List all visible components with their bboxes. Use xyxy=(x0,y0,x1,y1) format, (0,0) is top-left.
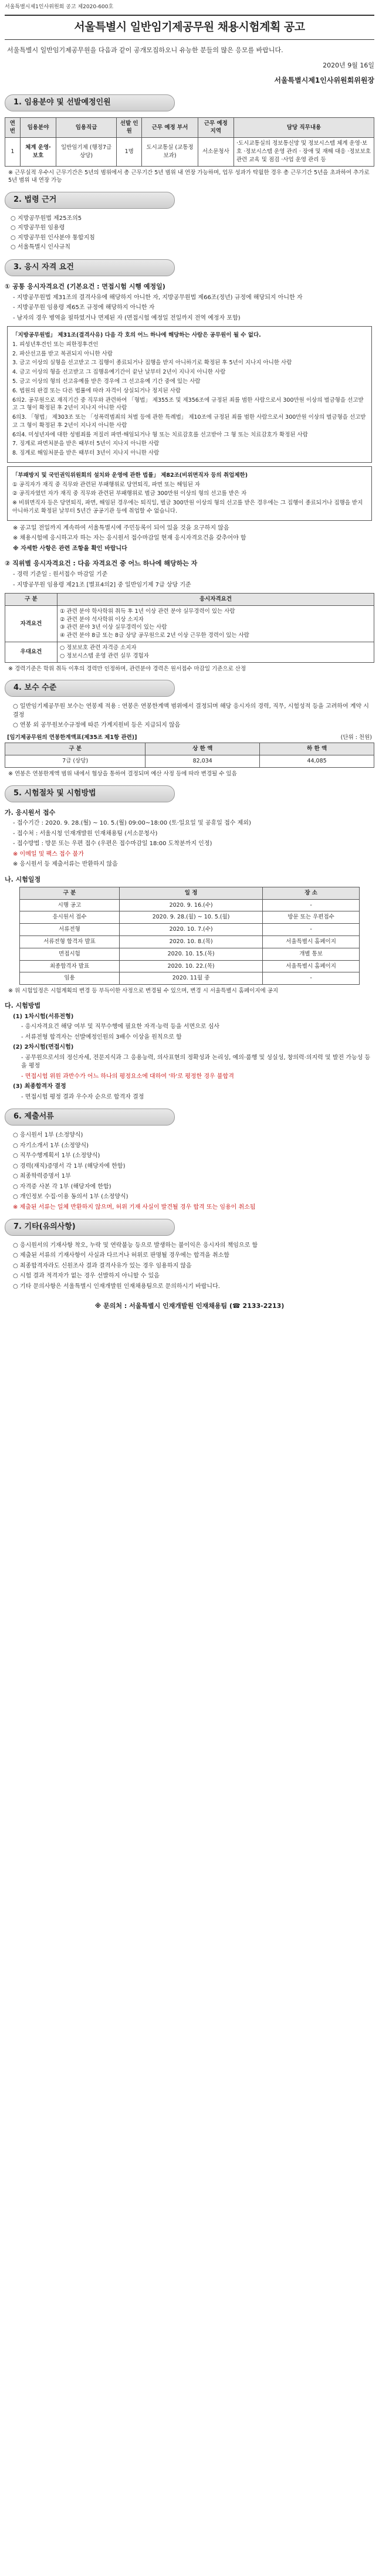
list-item: 5. 금고 이상의 형의 선고유예를 받은 경우에 그 선고유예 기간 중에 있는 사람 xyxy=(12,378,201,385)
list-item: ○ 서울특별시 인사규칙 xyxy=(11,244,71,251)
list-item: ○ 최종합격자라도 신원조사 결과 결격사유가 있는 경우 임용하지 않음 xyxy=(13,1262,192,1269)
cell-dept: 도시교통실 (교통정보과) xyxy=(142,138,198,166)
col-dept: 근무 예정 부서 xyxy=(142,117,198,138)
table-row xyxy=(20,936,360,948)
list-item: - 남자의 경우 병역을 필하였거나 면제된 자 (면접시험 예정일 전일까지 전역 예정자 포함) xyxy=(13,314,241,321)
cell-date: 2020. 9. 28.(월) ~ 10. 5.(월) xyxy=(119,911,263,924)
cell-lower: 44,085 xyxy=(260,755,374,768)
list-item: ※ 채용시험에 응시하고자 하는 자는 응시원서 접수마감일 현재 응시자격요건을 갖추어야 함 xyxy=(13,535,246,542)
list-item: ○ 응시원서 1부 (소정양식) xyxy=(13,1132,83,1139)
section-6-heading: 6. 제출서류 xyxy=(5,1109,175,1126)
list-item: - 면접시험 위원 과반수가 어느 하나의 평정요소에 대하여 '하'로 평정한 경우 불합격 xyxy=(21,1073,234,1080)
salary-table-unit: (단위 : 천원) xyxy=(340,734,372,741)
cell-grade: 일반임기제 (행정7급 상당) xyxy=(56,138,117,166)
page-title: 서울특별시 일반임기제공무원 채용시험계획 공고 xyxy=(5,15,374,40)
list-item: 6의4. 미성년자에 대한 성범죄를 저질러 파면·해임되거나 형 또는 치료감호를 선고받아 그 형 또는 치료감호가 확정된 사람 xyxy=(12,431,308,438)
col-field: 임용분야 xyxy=(20,117,56,138)
list-item: 3. 금고 이상의 실형을 선고받고 그 집행이 종료되거나 집행을 받지 아니하기로 확정된 후 5년이 지나지 아니한 사람 xyxy=(12,360,292,367)
cell-step: 서류전형 xyxy=(20,924,120,936)
cell-label: 우대요건 xyxy=(5,642,57,663)
cell-date: 2020. 9. 16.(수) xyxy=(119,899,263,911)
salary-table xyxy=(5,743,374,768)
list-item: 6. 법원의 판결 또는 다른 법률에 따라 자격이 상실되거나 정지된 사람 xyxy=(12,387,181,394)
cell-label: 자격요건 xyxy=(5,605,57,642)
table-row xyxy=(5,605,374,642)
list-item: ○ 시험 결과 적격자가 없는 경우 선발하지 아니할 수 있음 xyxy=(13,1273,160,1280)
box-text: ※ 비위면직자 등은 당연퇴직, 파면, 해임된 경우에는 퇴직일, 벌금 300만원 이상의 형의 선고를 받은 경우에는 그 집행이 종료되거나 집행을 받지 아니하기로 확정된 날부터 5년간 공공기관 등에 취업할 수 없습니다. xyxy=(12,500,363,514)
list-item: 6의3. 「형법」 제303조 또는 「성폭력범죄의 처벌 등에 관한 특례법」 제10조에 규정된 죄를 범한 사람으로서 300만원 이상의 벌금형을 선고받고 그 형이 확정된 후 2년이 지나지 아니한 사람 xyxy=(12,414,366,429)
cell-place: 방문 또는 우편접수 xyxy=(263,911,359,924)
cell-date: 2020. 10. 7.(수) xyxy=(119,924,263,936)
position-note: ※ 근무실적 우수시 근무기간은 5년의 범위에서 총 근무기간 5년 범위 내 연장 가능하며, 업무 성과가 탁월한 경우 총 근무기간 5년을 초과하여 추가로 5년 범위 내 연장 가능 xyxy=(8,169,370,184)
s3-sub1: ① 공통 응시자격요건 (기본요건 : 면접시험 시행 예정일) xyxy=(5,282,165,290)
intro-text: 서울특별시 일반임기제공무원을 다음과 같이 공개모집하오니 유능한 분들의 많은 응모를 바랍니다. xyxy=(7,46,283,54)
cell-step: 면접시험 xyxy=(20,948,120,960)
s3-sub2-note: - 경력 기준일 : 원서접수 마감일 기준 xyxy=(13,571,108,578)
s6-note: ※ 제출된 서류는 일체 반환하지 않으며, 허위 기재 사실이 발견될 경우 합격 또는 임용이 취소됨 xyxy=(13,1204,256,1211)
s5-sub3: 다. 시험방법 xyxy=(5,1001,41,1009)
col-category: 구 분 xyxy=(5,743,145,755)
s3-note: ※ 자세한 사항은 관련 조항을 확인 바랍니다 xyxy=(13,545,127,552)
list-item: ○ 경력(재직)증명서 각 1부 (해당자에 한함) xyxy=(13,1162,126,1170)
cell-text: ① 관련 분야 학사학위 취득 후 1년 이상 관련 분야 실무경력이 있는 사람 ② 관련 분야 석사학위 이상 소지자 ③ 관련 분야 3년 이상 실무경력이 있는 사람 ④ 관련 분야 8급 또는 8급 상당 공무원으로 2년 이상 근무한 경력이 있는 사람 xyxy=(57,605,374,642)
list-item: ○ 지방공무원법 제25조의5 xyxy=(11,215,82,222)
list-item: 8. 징계로 해임처분을 받은 때부터 3년이 지나지 아니한 사람 xyxy=(12,450,160,457)
cell-date: 2020. 10. 15.(목) xyxy=(119,948,263,960)
col-category: 구 분 xyxy=(5,594,57,606)
s5-sub1: 가. 응시원서 접수 xyxy=(5,808,56,816)
table-row xyxy=(5,755,374,768)
anti-corruption-box xyxy=(7,466,372,521)
cell-region: 서소문청사 xyxy=(198,138,234,166)
list-item: ○ 개인정보 수집·이용 동의서 1부 (소정양식) xyxy=(13,1194,128,1201)
list-item: 7. 징계로 파면처분을 받은 때부터 5년이 지나지 아니한 사람 xyxy=(12,440,160,448)
table-row xyxy=(20,899,360,911)
final-title: (3) 최종합격자 결정 xyxy=(13,1083,66,1090)
list-item: 6의2. 공무원으로 재직기간 중 직무와 관련하여 「형법」 제355조 및 제356조에 규정된 죄를 범한 사람으로서 300만원 이상의 벌금형을 선고받고 그 형이 확정된 후 2년이 지나지 아니한 사람 xyxy=(12,396,364,412)
col-region: 근무 예정 지역 xyxy=(198,117,234,138)
disqualification-box xyxy=(7,326,372,463)
col-upper: 상 한 액 xyxy=(145,743,260,755)
list-item: - 접수방법 : 방문 또는 우편 접수 (우편은 접수마감일 18:00 도착분까지 인정) xyxy=(13,840,212,848)
list-item: 1. 피성년후견인 또는 피한정후견인 xyxy=(12,341,99,348)
cell-place: - xyxy=(263,899,359,911)
list-item: ○ 자기소개서 1부 (소정양식) xyxy=(13,1142,89,1149)
salary-note: ※ 연봉은 연봉한계액 범위 내에서 협상을 통하여 결정되며 예산 사정 등에 따라 변경될 수 있음 xyxy=(8,770,237,777)
cell-date: 2020. 11월 중 xyxy=(119,972,263,985)
table-row xyxy=(20,924,360,936)
table-row xyxy=(5,138,374,166)
list-item: ② 공직자였던 자가 재직 중 직무와 관련된 부패행위로 벌금 300만원 이상의 형의 선고를 받은 자 xyxy=(12,490,247,497)
col-no: 연번 xyxy=(5,117,21,138)
section-5-heading: 5. 시험절차 및 시험방법 xyxy=(5,785,175,802)
section-3-heading: 3. 응시 자격 요건 xyxy=(5,259,175,276)
salary-table-caption: [임기제공무원의 연봉한계액표(제35조 제1항 관련)] xyxy=(7,734,137,741)
cell-count: 1명 xyxy=(116,138,142,166)
col-grade: 임용직급 xyxy=(56,117,117,138)
list-item: 4. 금고 이상의 형을 선고받고 그 집행유예기간이 끝난 날부터 2년이 지나지 아니한 사람 xyxy=(12,369,226,376)
schedule-table xyxy=(19,887,360,985)
list-item: - 지방공무원법 제31조의 결격사유에 해당하지 아니한 자, 지방공무원법 제66조(정년) 규정에 해당되지 아니한 자 xyxy=(13,294,303,301)
method2-title: (2) 2차시험(면접시험) xyxy=(13,1044,74,1051)
method1-title: (1) 1차시험(서류전형) xyxy=(13,1013,74,1020)
position-table xyxy=(5,117,374,167)
box-title: 「부패방지 및 국민권익위원회의 설치와 운영에 관한 법률」 제82조(비위면직자 등의 취업제한) xyxy=(12,472,248,479)
list-item: 2. 파산선고를 받고 복권되지 아니한 사람 xyxy=(12,350,113,357)
section-7-heading: 7. 기타(유의사항) xyxy=(5,1219,175,1236)
list-item: - 지방공무원 임용령 제65조 규정에 해당하지 아니한 자 xyxy=(13,304,155,311)
table-row xyxy=(20,948,360,960)
list-item: ※ 응시원서 등 제출서류는 반환하지 않음 xyxy=(13,861,118,868)
cell-field: 체계 운영·보호 xyxy=(20,138,56,166)
table-row xyxy=(20,911,360,924)
issuer: 서울특별시제1인사위원회위원장 xyxy=(274,76,374,85)
cell-place: - xyxy=(263,972,359,985)
col-place: 장 소 xyxy=(263,887,359,899)
section-2-heading: 2. 법령 근거 xyxy=(5,192,175,209)
list-item: - 접수처 : 서울시청 인재개발원 인재채용팀 (서소문청사) xyxy=(13,830,158,837)
cell-step: 최종합격자 발표 xyxy=(20,960,120,972)
col-date: 일 정 xyxy=(119,887,263,899)
list-item: ○ 응시원서의 기재사항 착오, 누락 및 연락불능 등으로 발생하는 불이익은 응시자의 책임으로 함 xyxy=(13,1242,258,1249)
schedule-note: ※ 위 시험일정은 시험계획의 변경 등 부득이한 사정으로 변경될 수 있으며, 변경 시 서울특별시 홈페이지에 공지 xyxy=(8,988,279,995)
cell-place: - xyxy=(263,924,359,936)
announcement-date: 2020년 9월 16일 xyxy=(323,61,374,69)
document-number: 서울특별시제1인사위원회 공고 제2020-600호 xyxy=(5,4,114,10)
list-item: ○ 직무수행계획서 1부 (소정양식) xyxy=(13,1153,100,1160)
cell-date: 2020. 10. 22.(목) xyxy=(119,960,263,972)
contact-info: ※ 문의처 : 서울특별시 인재개발원 인재채용팀 (☎ 2133-2213) xyxy=(94,1302,285,1310)
table-row xyxy=(5,642,374,663)
final-text: - 면접시험 평정 결과 우수자 순으로 합격자 결정 xyxy=(21,1093,144,1100)
cell-step: 임용 xyxy=(20,972,120,985)
col-count: 선발 인원 xyxy=(116,117,142,138)
list-item: ○ 연봉 외 공무원보수규정에 따른 가계지원비 등은 지급되지 않음 xyxy=(13,722,181,729)
cell-duties: ·도시교통실의 정보통신망 및 정보시스템 체계 운영·보호 ·정보시스템 운영 관리 · 장애 및 재해 대응 ·정보보호 관련 교육 및 점검 ·사업 운영 관리 등 xyxy=(234,138,374,166)
cell-place: 서울특별시 홈페이지 xyxy=(263,936,359,948)
list-item: - 접수기간 : 2020. 9. 28.(월) ~ 10. 5.(월) 09:00~18:00 (토·일요일 및 공휴일 접수 제외) xyxy=(13,820,251,827)
law-list xyxy=(5,215,374,252)
list-item: ○ 자격증 사본 각 1부 (해당자에 한함) xyxy=(13,1183,111,1190)
cell-upper: 82,034 xyxy=(145,755,260,768)
section-4-heading: 4. 보수 수준 xyxy=(5,680,175,697)
s3-sub2: ② 직위별 응시자격요건 : 다음 자격요건 중 어느 하나에 해당하는 자 xyxy=(5,560,198,568)
cell-step: 시행 공고 xyxy=(20,899,120,911)
section-1-heading: 1. 임용분야 및 선발예정인원 xyxy=(5,94,175,111)
list-item: ○ 일반임기제공무원 보수는 연봉제 적용 : 연봉은 연봉한계액 범위에서 결정되며 해당 응시자의 경력, 직무, 시험성적 등을 고려하여 계약 시 결정 xyxy=(13,703,369,718)
list-item: ※ 이메일 및 팩스 접수 불가 xyxy=(13,850,84,857)
col-requirement: 응시자격요건 xyxy=(57,594,374,606)
list-item: ○ 지방공무원 인사분야 통합지침 xyxy=(11,234,95,241)
cell-grade: 7급 (상당) xyxy=(5,755,145,768)
list-item: - 서류전형 합격자는 선발예정인원의 3배수 이상을 원칙으로 함 xyxy=(21,1033,182,1040)
s5-sub2: 나. 시험일정 xyxy=(5,875,41,883)
list-item: - 공무원으로서의 정신자세, 전문지식과 그 응용능력, 의사표현의 정확성과 논리성, 예의·품행 및 성실성, 창의력·의지력 및 발전 가능성 등을 평정 xyxy=(21,1054,371,1070)
s3-sub2-note2: - 지방공무원 임용령 제21조 [별표4의2] 중 일반임기제 7급 상당 기준 xyxy=(13,581,191,588)
list-item: ○ 최종학력증명서 1부 xyxy=(13,1173,71,1180)
col-lower: 하 한 액 xyxy=(260,743,374,755)
cell-place: 서울특별시 홈페이지 xyxy=(263,960,359,972)
list-item: ① 공직자가 재직 중 직무와 관련된 부패행위로 당연퇴직, 파면 또는 해임된 자 xyxy=(12,481,201,488)
col-duties: 담당 직무내용 xyxy=(234,117,374,138)
table-row xyxy=(20,960,360,972)
list-item: ○ 제출된 서류의 기재사항이 사실과 다르거나 허위로 판명될 경우에는 합격을 취소함 xyxy=(13,1252,229,1259)
requirement-table xyxy=(5,593,374,662)
box-title: 「지방공무원법」 제31조(결격사유) 다음 각 호의 어느 하나에 해당하는 사람은 공무원이 될 수 없다. xyxy=(12,332,261,339)
cell-no: 1 xyxy=(5,138,21,166)
cell-date: 2020. 10. 8.(목) xyxy=(119,936,263,948)
cell-step: 응시원서 접수 xyxy=(20,911,120,924)
list-item: ※ 공고일 전일까지 계속하여 서울특별시에 주민등록이 되어 있을 것을 요구하지 않음 xyxy=(13,524,229,531)
cell-step: 서류전형 합격자 발표 xyxy=(20,936,120,948)
cell-place: 개별 통보 xyxy=(263,948,359,960)
requirement-note: ※ 경력기준은 학위 취득 이후의 경력만 인정하며, 관련분야 경력은 원서접수 마감일 기준으로 산정 xyxy=(8,665,246,672)
col-step: 구 분 xyxy=(20,887,120,899)
cell-text: ○ 정보보호 관련 자격증 소지자 ○ 정보시스템 운영 관련 실무 경험자 xyxy=(57,642,374,663)
list-item: - 응시자격요건 해당 여부 및 직무수행에 필요한 자격·능력 등을 서면으로 심사 xyxy=(21,1023,220,1031)
list-item: ○ 기타 문의사항은 서울특별시 인재개발원 인재채용팀으로 문의하시기 바랍니다. xyxy=(13,1283,220,1290)
table-row xyxy=(20,972,360,985)
list-item: ○ 지방공무원 임용령 xyxy=(11,225,65,232)
